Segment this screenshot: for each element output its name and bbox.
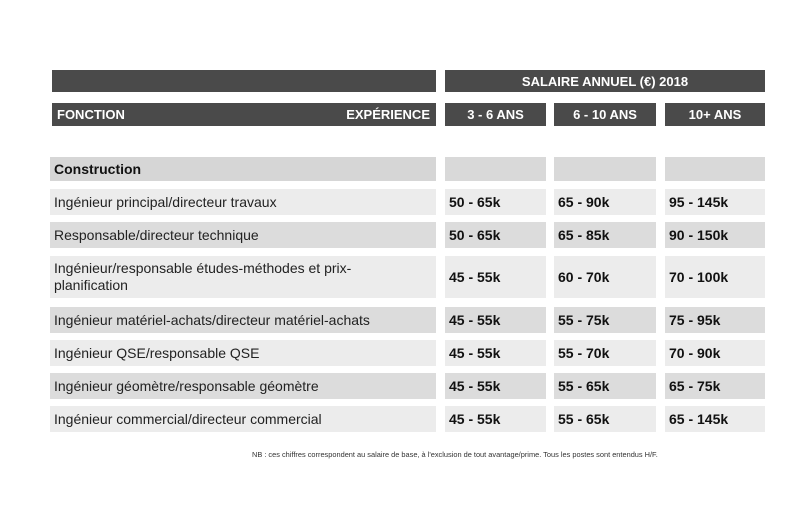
header-spacer [52, 70, 436, 92]
table-cell-value: 45 - 55k [445, 373, 546, 399]
table-row-function: Ingénieur/responsable études-méthodes et prix-planification [50, 256, 436, 298]
section-cell [445, 157, 546, 181]
table-cell-value: 45 - 55k [445, 307, 546, 333]
table-cell-value: 70 - 100k [665, 256, 765, 298]
column-header-3-6: 3 - 6 ANS [445, 103, 546, 126]
table-row-function: Ingénieur matériel-achats/directeur matériel-achats [50, 307, 436, 333]
column-header-10-plus: 10+ ANS [665, 103, 765, 126]
table-row-function: Ingénieur commercial/directeur commercial [50, 406, 436, 432]
experience-header: EXPÉRIENCE [346, 107, 430, 122]
table-row-function: Ingénieur géomètre/responsable géomètre [50, 373, 436, 399]
table-cell-value: 60 - 70k [554, 256, 656, 298]
table-row-function: Ingénieur QSE/responsable QSE [50, 340, 436, 366]
section-cell [665, 157, 765, 181]
table-cell-value: 55 - 70k [554, 340, 656, 366]
table-cell-value: 95 - 145k [665, 189, 765, 215]
table-cell-value: 45 - 55k [445, 256, 546, 298]
table-cell-value: 75 - 95k [665, 307, 765, 333]
table-cell-value: 55 - 65k [554, 373, 656, 399]
section-title: Construction [50, 157, 436, 181]
table-cell-value: 65 - 75k [665, 373, 765, 399]
section-cell [554, 157, 656, 181]
table-cell-value: 65 - 85k [554, 222, 656, 248]
function-experience-header [52, 103, 436, 126]
table-row-function: Responsable/directeur technique [50, 222, 436, 248]
table-cell-value: 65 - 90k [554, 189, 656, 215]
table-cell-value: 45 - 55k [445, 406, 546, 432]
table-cell-value: 50 - 65k [445, 222, 546, 248]
salary-header: SALAIRE ANNUEL (€) 2018 [445, 70, 765, 92]
footnote: NB : ces chiffres correspondent au salaire de base, à l'exclusion de tout avantage/prime. Tous les postes sont entendus H/F. [252, 450, 658, 459]
table-cell-value: 90 - 150k [665, 222, 765, 248]
table-row-function: Ingénieur principal/directeur travaux [50, 189, 436, 215]
table-cell-value: 65 - 145k [665, 406, 765, 432]
table-cell-value: 50 - 65k [445, 189, 546, 215]
table-cell-value: 70 - 90k [665, 340, 765, 366]
table-cell-value: 55 - 65k [554, 406, 656, 432]
function-header: FONCTION [57, 107, 125, 122]
table-cell-value: 45 - 55k [445, 340, 546, 366]
column-header-6-10: 6 - 10 ANS [554, 103, 656, 126]
table-cell-value: 55 - 75k [554, 307, 656, 333]
